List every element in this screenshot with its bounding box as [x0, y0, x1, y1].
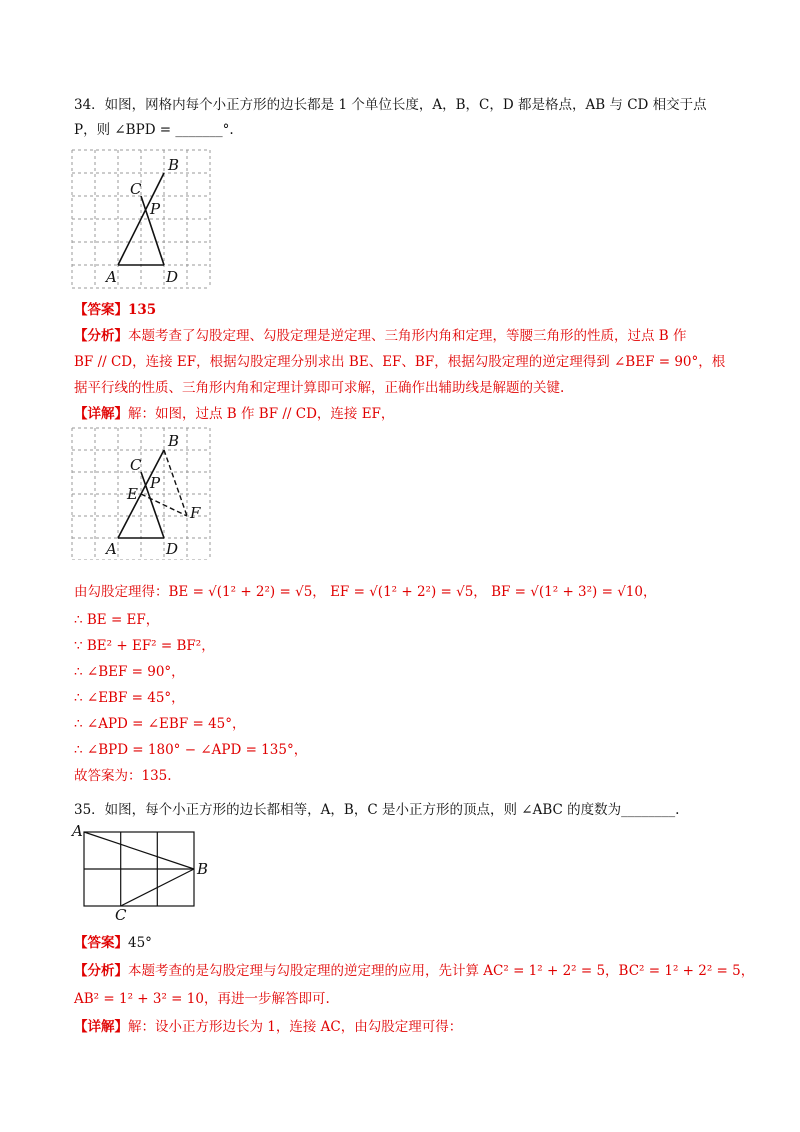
q34-sol-label-f: F [190, 504, 201, 522]
q34-sol-label-d: D [166, 540, 179, 558]
q34-label-b: B [168, 156, 180, 174]
q35-line1: 35．如图，每个小正方形的边长都相等，A，B，C 是小正方形的顶点，则 ∠ABC 的度数为________. [74, 802, 680, 818]
q35-detail-text: 解：设小正方形边长为 1，连接 AC，由勾股定理可得： [128, 1019, 463, 1035]
q34-label-p: P [150, 200, 161, 218]
q34-sol-label-b: B [168, 432, 180, 450]
detail-tag: 【详解】 [74, 406, 128, 422]
q34-figure-solution [60, 420, 230, 560]
q35-figure [70, 822, 220, 922]
q34-sol-label-p: P [150, 474, 161, 492]
q34-answer-line [74, 300, 156, 320]
answer-value: 135 [128, 302, 157, 318]
q34-analysis2: BF // CD，连接 EF，根据勾股定理分别求出 BE、EF、BF，根据勾股定理的逆定理得到 ∠BEF = 90°，根 [74, 354, 726, 370]
step-6: ∴ ∠BPD = 180° − ∠APD = 135°， [74, 742, 308, 758]
step-2: ∵ BE² + EF² = BF²， [74, 638, 215, 654]
q34-label-a: A [106, 268, 117, 286]
q35-label-c: C [115, 906, 127, 922]
q35-detail [74, 1017, 462, 1037]
q35-answer-line [74, 933, 152, 953]
q34-sol-label-e: E [127, 485, 138, 503]
step-5: ∴ ∠APD = ∠EBF = 45°， [74, 716, 246, 732]
q35-analysis1 [74, 961, 754, 981]
q34-line2: P，则 ∠BPD = _______°. [74, 122, 234, 138]
q35-answer-value: 45° [128, 935, 152, 951]
q35-label-b: B [197, 860, 209, 878]
q34-analysis3: 据平行线的性质、三角形内角和定理计算即可求解，正确作出辅助线是解题的关键. [74, 380, 565, 396]
step-1: ∴ BE = EF， [74, 612, 160, 628]
q34-sol-label-c: C [130, 456, 142, 474]
q35-analysis-tag: 【分析】 [74, 963, 128, 979]
step-0: 由勾股定理得：BE = √(1² + 2²) = √5， EF = √(1² + 2²) = √5， BF = √(1² + 3²) = √10， [74, 584, 657, 600]
q34-figure-grid [60, 140, 220, 290]
q34-label-c: C [130, 180, 142, 198]
analysis-text: 本题考查了勾股定理、勾股定理是逆定理、三角形内角和定理，等腰三角形的性质，过点 B 作 [128, 328, 687, 344]
analysis-tag: 【分析】 [74, 328, 128, 344]
q34-label-d: D [166, 268, 179, 286]
q34-analysis1 [74, 326, 687, 346]
q35-detail-tag: 【详解】 [74, 1019, 128, 1035]
answer-tag: 【答案】 [74, 302, 128, 318]
step-4: ∴ ∠EBF = 45°， [74, 690, 185, 706]
q34-line1: 34．如图，网格内每个小正方形的边长都是 1 个单位长度，A，B，C，D 都是格点，AB 与 CD 相交于点 [74, 97, 707, 113]
q35-analysis2: AB² = 1² + 3² = 10，再进一步解答即可. [74, 991, 330, 1007]
step-7: 故答案为：135. [74, 768, 172, 784]
step-3: ∴ ∠BEF = 90°， [74, 664, 185, 680]
q35-analysis-text: 本题考查的是勾股定理与勾股定理的逆定理的应用，先计算 AC² = 1² + 2² = 5，BC² = 1² + 2² = 5， [128, 963, 755, 979]
q34-sol-label-a: A [106, 540, 117, 558]
q35-label-a: A [72, 822, 83, 840]
q35-answer-tag: 【答案】 [74, 935, 128, 951]
detail-text: 解：如图，过点 B 作 BF // CD，连接 EF， [128, 406, 395, 422]
